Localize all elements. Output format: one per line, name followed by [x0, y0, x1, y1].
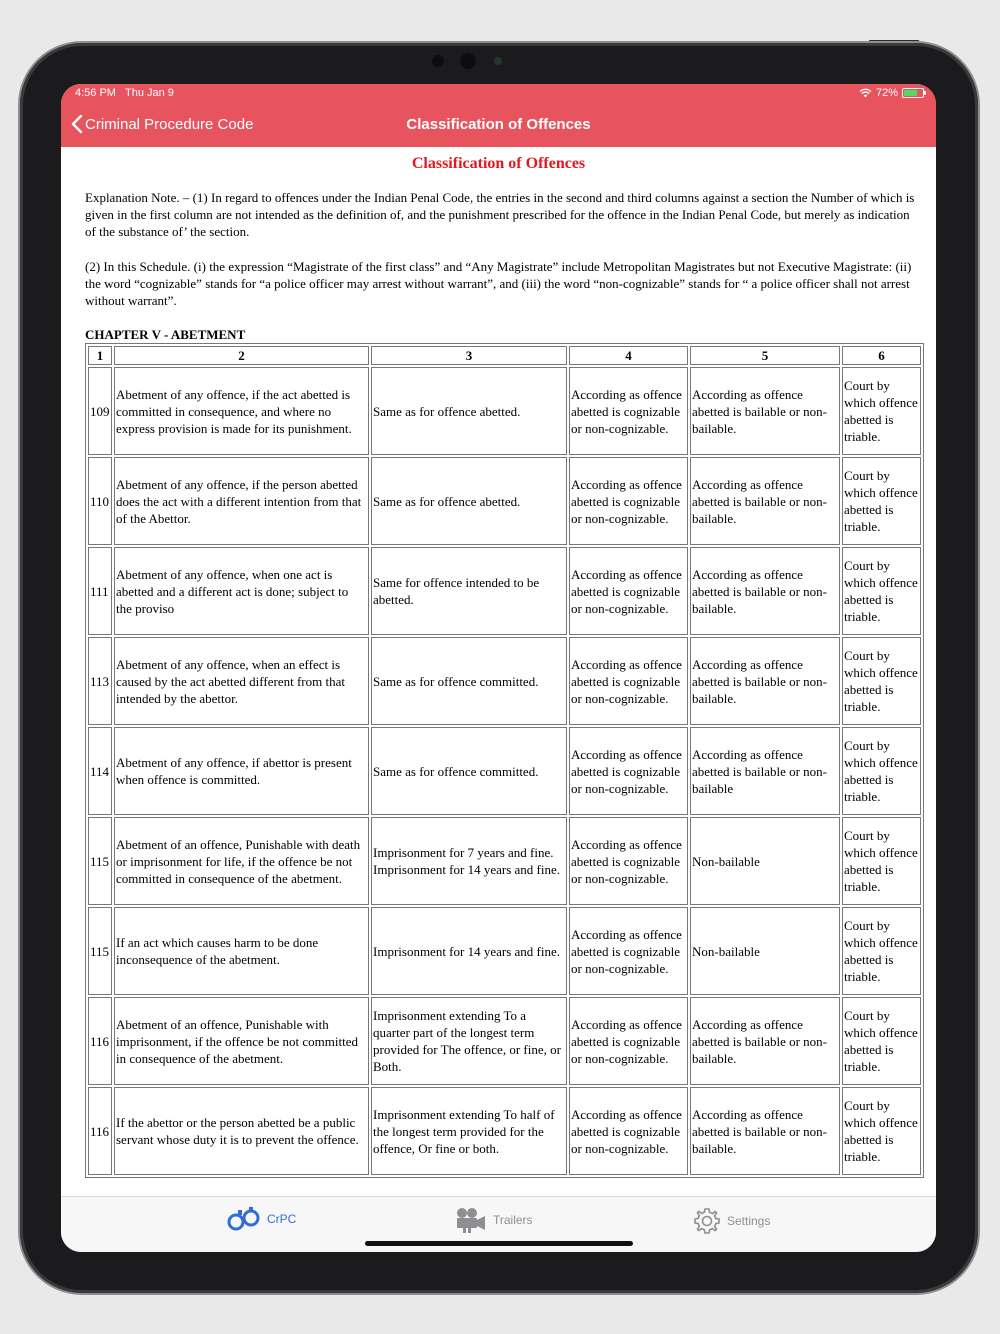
offence-cell: Abetment of any offence, if the person abetted does the act with a different intention from that of the Abettor.	[114, 457, 369, 545]
section-cell: 109	[88, 367, 112, 455]
sensor	[432, 55, 444, 67]
punishment-cell: Same as for offence abetted.	[371, 367, 567, 455]
page-title: Classification of Offences	[406, 116, 591, 133]
court-cell: Court by which offence abetted is triable.	[842, 367, 921, 455]
navigation-bar	[61, 84, 936, 147]
cognizable-cell: According as offence abetted is cognizable or non-cognizable.	[569, 727, 688, 815]
status-indicators	[859, 87, 924, 99]
offence-cell: Abetment of any offence, when an effect is caused by the act abetted different from that intended by the abettor.	[114, 637, 369, 725]
section-cell: 113	[88, 637, 112, 725]
offence-cell: Abetment of any offence, when one act is abetted and a different act is done; subject to the proviso	[114, 547, 369, 635]
battery-percent: 72%	[875, 87, 898, 99]
bailable-cell: According as offence abetted is bailable or non-bailable.	[690, 637, 840, 725]
section-cell: 116	[88, 997, 112, 1085]
cognizable-cell: According as offence abetted is cognizable or non-cognizable.	[569, 997, 688, 1085]
court-cell: Court by which offence abetted is triable.	[842, 997, 921, 1085]
punishment-cell: Imprisonment for 7 years and fine. Imprisonment for 14 years and fine.	[371, 817, 567, 905]
table-row	[88, 997, 921, 1085]
offence-cell: Abetment of an offence, Punishable with imprisonment, if the offence be not committed in consequence of the abetment.	[114, 997, 369, 1085]
column-header: 5	[690, 346, 840, 365]
explanation-note-1: Explanation Note. – (1) In regard to offences under the Indian Penal Code, the entries in the second and third columns against a section the Number of which is given in the first column are not intended as the definition of, and the punishment prescribed for the offence in the Indian Penal Code, but merely as indication of the substance of’ the section.	[85, 190, 915, 239]
table-row	[88, 817, 921, 905]
bailable-cell: According as offence abetted is bailable or non-bailable.	[690, 367, 840, 455]
content-heading: Classification of Offences	[411, 155, 586, 172]
punishment-cell: Imprisonment for 14 years and fine.	[371, 907, 567, 995]
column-header: 1	[88, 346, 112, 365]
court-cell: Court by which offence abetted is triable.	[842, 817, 921, 905]
table-row	[88, 457, 921, 545]
table-row	[88, 907, 921, 995]
cognizable-cell: According as offence abetted is cognizable or non-cognizable.	[569, 547, 688, 635]
court-cell: Court by which offence abetted is triable.	[842, 907, 921, 995]
punishment-cell: Same for offence intended to be abetted.	[371, 547, 567, 635]
tab-settings[interactable]	[693, 1207, 770, 1235]
punishment-cell: Same as for offence committed.	[371, 727, 567, 815]
section-cell: 115	[88, 907, 112, 995]
tab-label: CrPC	[267, 1212, 297, 1226]
home-indicator	[365, 1241, 633, 1246]
battery-icon	[902, 88, 924, 98]
column-header: 2	[114, 346, 369, 365]
punishment-cell: Imprisonment extending To half of the longest term provided for the offence, Or fine or both.	[371, 1087, 567, 1175]
tab-label: Trailers	[493, 1213, 533, 1227]
table-row	[88, 637, 921, 725]
table-row	[88, 367, 921, 455]
punishment-cell: Imprisonment extending To a quarter part of the longest term provided for The offence, or fine, or Both.	[371, 997, 567, 1085]
offence-cell: Abetment of an offence, Punishable with death or imprisonment for life, if the offence be not committed in consequence of the abetment.	[114, 817, 369, 905]
bailable-cell: Non-bailable	[690, 907, 840, 995]
court-cell: Court by which offence abetted is triable.	[842, 547, 921, 635]
cognizable-cell: According as offence abetted is cognizable or non-cognizable.	[569, 1087, 688, 1175]
court-cell: Court by which offence abetted is triable.	[842, 1087, 921, 1175]
bailable-cell: Non-bailable	[690, 817, 840, 905]
bailable-cell: According as offence abetted is bailable or non-bailable.	[690, 997, 840, 1085]
punishment-cell: Same as for offence abetted.	[371, 457, 567, 545]
table-row	[88, 1087, 921, 1175]
chapter-heading: CHAPTER V - ABETMENT	[85, 327, 246, 342]
punishment-cell: Same as for offence committed.	[371, 637, 567, 725]
explanation-note-2: (2) In this Schedule. (i) the expression “Magistrate of the first class” and “Any Magistrate” include Metropolitan Magistrates but not Executive Magistrate: (ii) the word “cognizable” stands for “a police officer may arrest without warrant”, and (iii) the word “non-cognizable” stands for “ a police officer shall not arrest without warrant”.	[85, 259, 912, 308]
handcuffs-icon	[227, 1207, 261, 1231]
offences-table	[85, 343, 924, 1178]
table-header-row	[88, 346, 921, 365]
offence-cell: If an act which causes harm to be done inconsequence of the abetment.	[114, 907, 369, 995]
front-camera	[460, 53, 476, 69]
column-header: 3	[371, 346, 567, 365]
section-cell: 115	[88, 817, 112, 905]
cognizable-cell: According as offence abetted is cognizable or non-cognizable.	[569, 367, 688, 455]
bailable-cell: According as offence abetted is bailable or non-bailable.	[690, 547, 840, 635]
table-row	[88, 727, 921, 815]
section-cell: 114	[88, 727, 112, 815]
tab-label: Settings	[727, 1214, 771, 1228]
screen	[61, 84, 936, 1252]
bailable-cell: According as offence abetted is bailable or non-bailable.	[690, 457, 840, 545]
cognizable-cell: According as offence abetted is cognizable or non-cognizable.	[569, 637, 688, 725]
offence-cell: If the abettor or the person abetted be a public servant whose duty it is to prevent the offence.	[114, 1087, 369, 1175]
offence-cell: Abetment of any offence, if abettor is present when offence is committed.	[114, 727, 369, 815]
content-area[interactable]	[61, 147, 936, 1190]
wifi-icon	[859, 88, 872, 98]
gear-icon	[693, 1207, 721, 1235]
court-cell: Court by which offence abetted is triable.	[842, 727, 921, 815]
cognizable-cell: According as offence abetted is cognizable or non-cognizable.	[569, 457, 688, 545]
column-header: 6	[842, 346, 921, 365]
section-cell: 111	[88, 547, 112, 635]
status-time: 4:56 PM	[75, 87, 116, 99]
court-cell: Court by which offence abetted is triable.	[842, 457, 921, 545]
cognizable-cell: According as offence abetted is cognizable or non-cognizable.	[569, 817, 688, 905]
movie-camera-icon	[455, 1207, 487, 1233]
status-date: Thu Jan 9	[125, 87, 174, 99]
table-row	[88, 547, 921, 635]
tab-crpc[interactable]	[227, 1207, 296, 1231]
cognizable-cell: According as offence abetted is cognizable or non-cognizable.	[569, 907, 688, 995]
table-body	[88, 367, 921, 1175]
camera-indicator	[494, 57, 502, 65]
bailable-cell: According as offence abetted is bailable or non-bailable	[690, 727, 840, 815]
section-cell: 110	[88, 457, 112, 545]
column-header: 4	[569, 346, 688, 365]
offence-cell: Abetment of any offence, if the act abetted is committed in consequence, and where no express provision is made for its punishment.	[114, 367, 369, 455]
court-cell: Court by which offence abetted is triable.	[842, 637, 921, 725]
back-label: Criminal Procedure Code	[85, 115, 254, 133]
section-cell: 116	[88, 1087, 112, 1175]
tab-trailers[interactable]	[455, 1207, 533, 1233]
bailable-cell: According as offence abetted is bailable or non-bailable.	[690, 1087, 840, 1175]
